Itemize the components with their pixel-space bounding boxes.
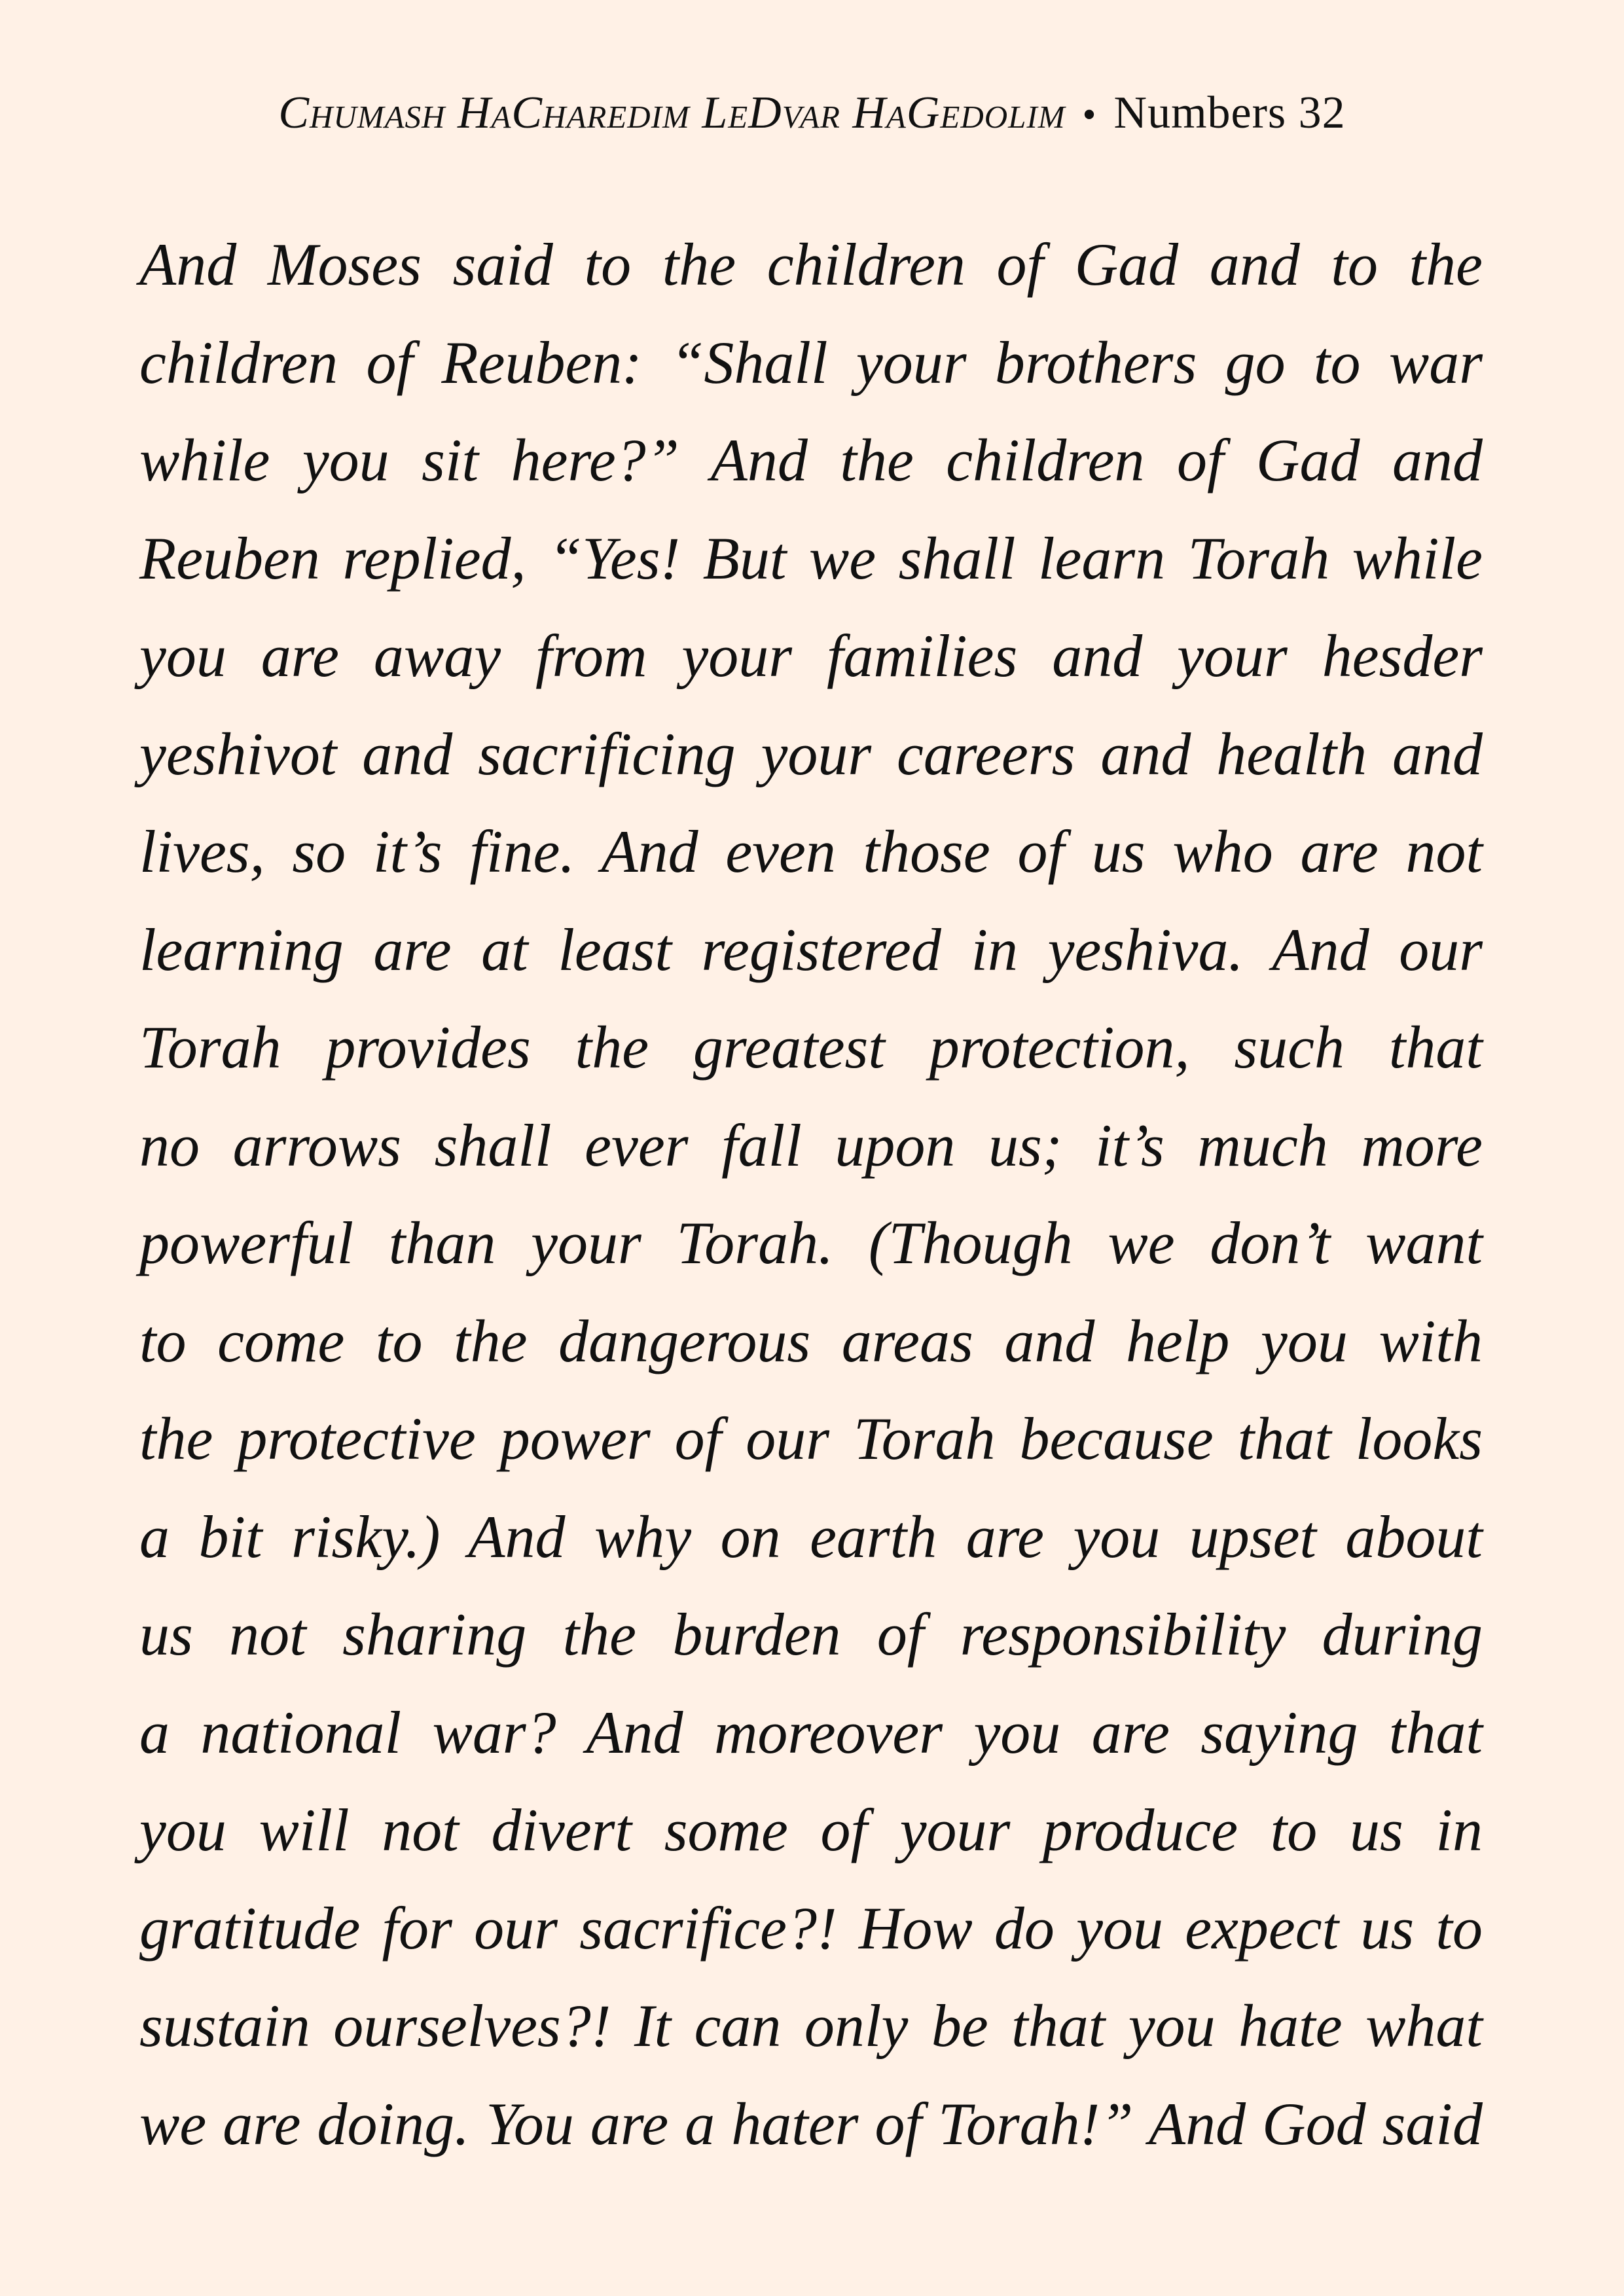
text-line: to come to the dangerous areas and help you with	[139, 1307, 1483, 1374]
text-line: powerful than your Torah. (Though we don’t want	[139, 1210, 1483, 1276]
text-line: we are doing. You are a hater of Torah!” And God said	[139, 2090, 1483, 2157]
text-line: yeshivot and sacrificing your careers and health and	[139, 720, 1483, 787]
text-line: the protective power of our Torah because that looks	[139, 1405, 1483, 1472]
body-paragraph	[139, 216, 1483, 2173]
text-line: children of Reuben: “Shall your brothers go to war	[139, 329, 1483, 396]
text-line: learning are at least registered in yeshiva. And our	[139, 916, 1483, 983]
text-line: lives, so it’s fine. And even those of us who are not	[139, 818, 1483, 885]
text-line: Torah provides the greatest protection, such that	[139, 1014, 1483, 1081]
text-line: a bit risky.) And why on earth are you upset about	[139, 1503, 1483, 1570]
text-line: gratitude for our sacrifice?! How do you expect us to	[139, 1894, 1483, 1962]
text-line: a national war? And moreover you are saying that	[139, 1698, 1483, 1766]
text-line: while you sit here?” And the children of Gad and	[139, 427, 1483, 493]
text-line: you will not divert some of your produce to us in	[139, 1797, 1483, 1863]
text-line: us not sharing the burden of responsibility during	[139, 1601, 1483, 1668]
text-line: And Moses said to the children of Gad and to the	[139, 231, 1483, 298]
chapter-reference: Numbers 32	[1113, 88, 1346, 138]
header-separator: •	[1082, 93, 1097, 136]
text-line: Reuben replied, “Yes! But we shall learn Torah while	[139, 524, 1483, 592]
running-header	[0, 77, 1624, 151]
book-title: Chumash HaCharedim LeDvar HaGedolim	[278, 88, 1066, 138]
text-line: no arrows shall ever fall upon us; it’s much more	[139, 1111, 1483, 1179]
text-line: sustain ourselves?! It can only be that you hate what	[139, 1992, 1483, 2059]
text-line: you are away from your families and your hesder	[139, 622, 1483, 689]
